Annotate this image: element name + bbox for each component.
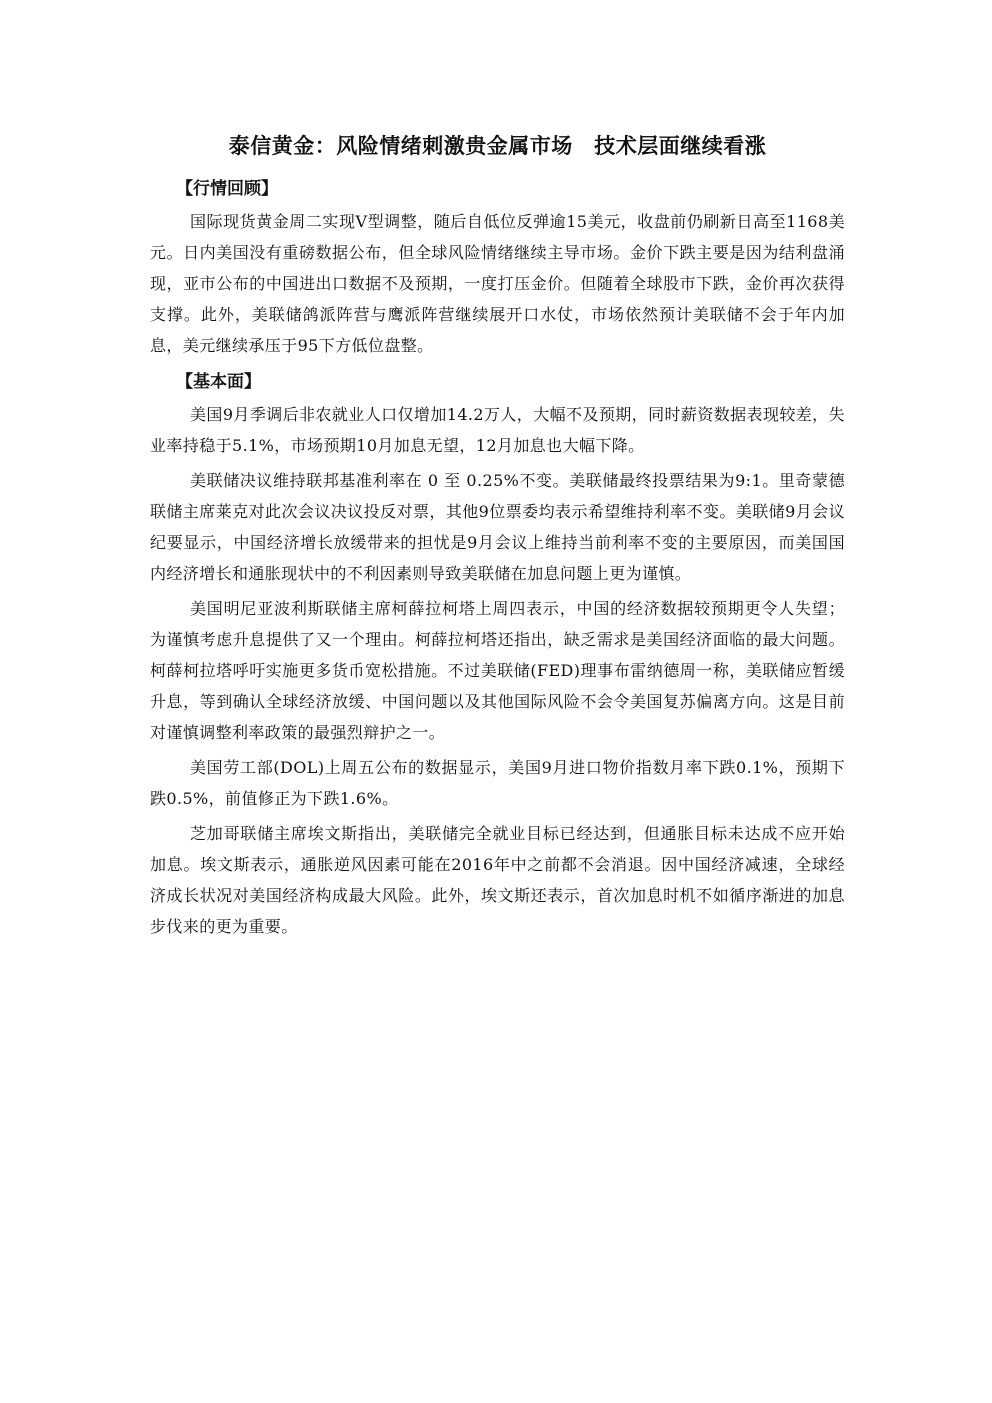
- paragraph-fundamentals-2: 美联储决议维持联邦基准利率在 0 至 0.25%不变。美联储最终投票结果为9:1。里奇蒙德联储主席莱克对此次会议决议投反对票，其他9位票委均表示希望维持利率不变。美联储9月会议纪要显示，中国经济增长放缓带来的担忧是9月会议上维持当前利率不变的主要原因，而美国国内经济增长和通胀现状中的不利因素则导致美联储在加息问题上更为谨慎。: [150, 471, 845, 583]
- section-market-review: [150, 172, 845, 361]
- paragraph-fundamentals-4: 美国劳工部(DOL)上周五公布的数据显示，美国9月进口物价指数月率下跌0.1%，预期下跌0.5%，前值修正为下跌1.6%。: [150, 758, 845, 808]
- paragraph-fundamentals-3: 美国明尼亚波利斯联储主席柯薛拉柯塔上周四表示，中国的经济数据较预期更令人失望；为谨慎考虑升息提供了又一个理由。柯薛拉柯塔还指出，缺乏需求是美国经济面临的最大问题。柯薛柯拉塔呼吁实施更多货币宽松措施。不过美联储(FED)理事布雷纳德周一称，美联储应暂缓升息，等到确认全球经济放缓、中国问题以及其他国际风险不会令美国复苏偏离方向。这是目前对谨慎调整利率政策的最强烈辩护之一。: [150, 599, 845, 742]
- document-page: [150, 126, 845, 946]
- section-heading-market-review: 【行情回顾】: [176, 179, 278, 199]
- paragraph-market-review-1: 国际现货黄金周二实现V型调整，随后自低位反弹逾15美元，收盘前仍刷新日高至1168美元。日内美国没有重磅数据公布，但全球风险情绪继续主导市场。金价下跌主要是因为结利盘涌现，亚市公布的中国进出口数据不及预期，一度打压金价。但随着全球股市下跌，金价再次获得支撑。此外，美联储鸽派阵营与鹰派阵营继续展开口水仗，市场依然预计美联储不会于年内加息，美元继续承压于95下方低位盘整。: [150, 212, 845, 355]
- paragraph-fundamentals-5: 芝加哥联储主席埃文斯指出，美联储完全就业目标已经达到，但通胀目标未达成不应开始加息。埃文斯表示，通胀逆风因素可能在2016年中之前都不会消退。因中国经济减速，全球经济成长状况对美国经济构成最大风险。此外，埃文斯还表示，首次加息时机不如循序渐进的加息步伐来的更为重要。: [150, 824, 845, 936]
- section-heading-fundamentals: 【基本面】: [176, 372, 261, 392]
- document-title: 泰信黄金：风险情绪刺激贵金属市场 技术层面继续看涨: [228, 134, 767, 158]
- section-fundamentals: [150, 365, 845, 942]
- paragraph-fundamentals-1: 美国9月季调后非农就业人口仅增加14.2万人，大幅不及预期，同时薪资数据表现较差，失业率持稳于5.1%，市场预期10月加息无望，12月加息也大幅下降。: [150, 405, 845, 455]
